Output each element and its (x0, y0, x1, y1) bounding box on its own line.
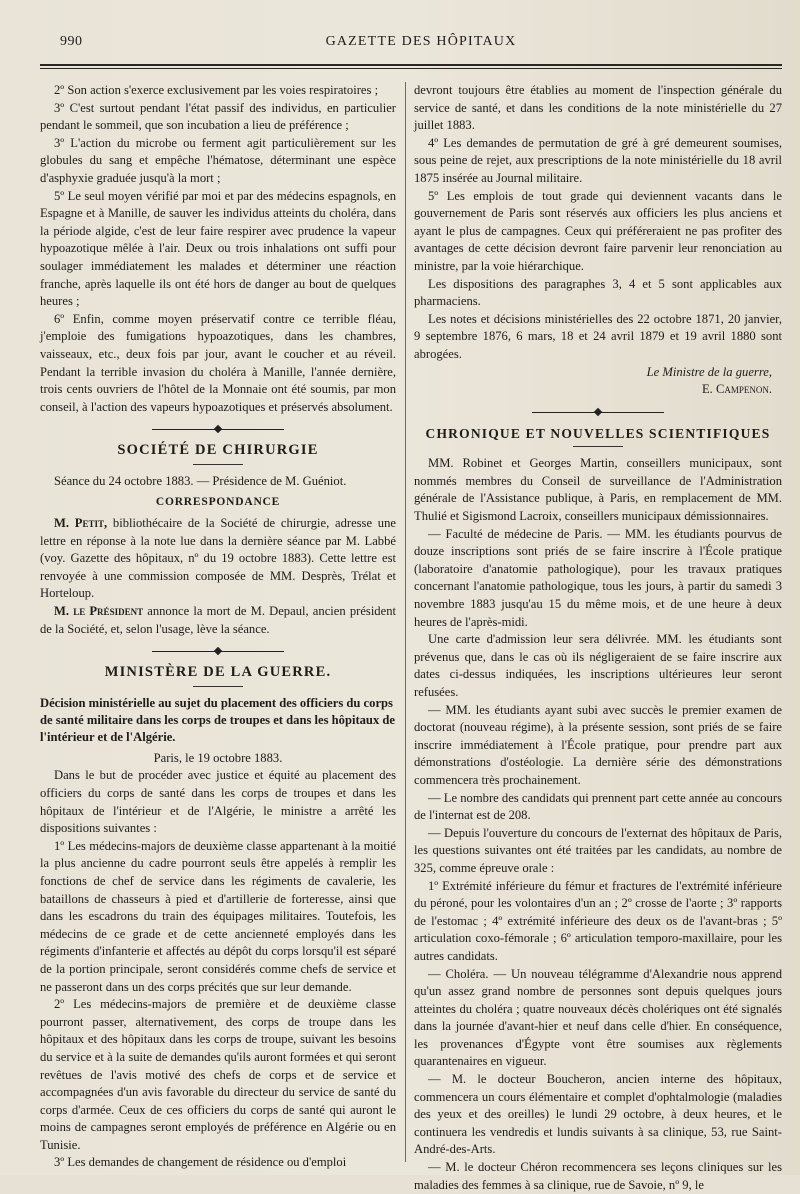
paragraph-disposition-1: 1º Les médecins-majors de deuxième classe appartenant à la moitié la plus ancienne du cadre pourront seuls être appelés à remplir les fonctions de chef de service dans les régiments de cavalerie, les bataillons de chasseurs à pied et d'artillerie de forteresse, ainsi que dans les escadrons du train des équipages militaires. Toutefois, les médecins de ce grade et de cette ancienneté employés dans les régiments d'infanterie et affectés au dépôt du corps lorsqu'il est séparé de la portion principale, seront considérés comme chefs de service et ne passeront dans un des corps précités que sur leur demande. (40, 838, 396, 994)
heading-underline (193, 686, 243, 687)
column-divider (405, 82, 406, 1162)
seance-line: Séance du 24 octobre 1883. — Présidence de M. Guéniot. (54, 473, 347, 488)
speaker-name: M. le Président (54, 604, 144, 619)
paragraph-carte-admission: Une carte d'admission leur sera délivrée. MM. les étudiants sont prévenus que, dans le cas où ils négligeraient de se faire inscrire aux dates ci-dessus indiquées, les inscriptions ultérieures leur seront refusées. (414, 632, 782, 699)
paragraph-point-5: 5º Le seul moyen vérifié par moi et par des médecins espagnols, en Espagne et à Manille, de sauver les individus atteints du choléra, dans la période algide, c'est de leur faire respirer avec prudence la vapeur hypoazotique mêlée à l'air. Deux ou trois inhalations ont suffi pour soulager immédiatement les malades et déterminer une réaction franche, après laquelle ils ont été hors de danger au bout de quelques heures ; (40, 188, 396, 309)
subheading-correspondance: CORRESPONDANCE (155, 496, 281, 509)
decision-title: Décision ministérielle au sujet du placement des officiers du corps de santé militaire dans les corps de troupes et dans les hôpitaux de l'intérieur et de l'Algérie. (40, 695, 395, 744)
paragraph-cheron: — M. le docteur Chéron recommencera ses leçons cliniques sur les maladies des femmes à sa clinique, rue de Savoie, nº 9, le (414, 1160, 782, 1192)
paragraph-disposition-5: 5º Les emplois de tout grade qui deviennent vacants dans le gouvernement de Paris sont réservés aux officiers les plus anciens et ayant le plus de campagnes. Ceux qui préféreraient ne pas profiter des avantages de cette décision devront faire parvenir leur renonciation au ministre, par la voie hiérarchique. (414, 188, 782, 273)
speaker-name: M. Petit, (54, 516, 108, 531)
paragraph-point-3a: 3º C'est surtout pendant l'état passif des individus, en particulier pendant le sommeil, que son incubation a lieu de préférence ; (40, 100, 396, 133)
paragraph-point-6: 6º Enfin, comme moyen préservatif contre ce terrible fléau, j'emploie des fumigations hypoazotiques, dans les chambres, vaisseaux, etc., deux fois par jour, avant le coucher et au réveil. Pendant la terrible invasion du choléra à Manille, l'année dernière, trois cents ouvriers de l'hôtel de la Monnaie ont été soumis, par mon conseil, à l'action des vapeurs hypoazotiques et préservés absolument. (40, 311, 396, 414)
signature-name: E. Campenon. (701, 382, 772, 397)
paragraph-petit (40, 515, 396, 603)
running-title: GAZETTE DES HÔPITAUX (325, 34, 517, 49)
heading-underline (193, 464, 243, 465)
paragraph-continued: devront toujours être établies au moment de l'inspection générale du service de santé, et dans les conditions de la note ministérielle du 27 juillet 1883. (414, 83, 782, 133)
dateline: Paris, le 19 octobre 1883. (153, 750, 283, 765)
left-column (40, 82, 396, 1170)
section-ornament-rule (40, 646, 396, 658)
paragraph-abrogation: Les notes et décisions ministérielles des 22 octobre 1871, 20 janvier, 9 septembre 1876, 6 mars, 18 et 24 avril 1879 et 19 avril 1880 sont abrogées. (414, 311, 782, 361)
header-rule-thick (40, 64, 782, 66)
paragraph-boucheron: — M. le docteur Boucheron, ancien interne des hôpitaux, commencera un cours élémentaire et complet d'ophtalmologie (maladies des yeux et des oreilles) le lundi 29 octobre, à deux heures, et le continuera les vendredis et lundis suivants à sa clinique, 53, rue Saint-André-des-Arts. (414, 1072, 782, 1157)
paragraph-text: bibliothécaire de la Société de chirurgie, adresse une lettre en réponse à la note lue dans la dernière séance par M. Labbé (voy. Gazette des hôpitaux, nº du 19 octobre 1883). Cette lettre est renvoyée à une commission composée de MM. Desprès, Trélat et Horteloup. (40, 516, 396, 601)
paragraph-questions: 1º Extrémité inférieure du fémur et fractures de l'extrémité inférieure du péroné, pour les volontaires d'un an ; 2º crosse de l'aorte ; 3º rapports de l'estomac ; 4º extrémité inférieure des deux os de l'avant-bras ; 5º articulation coxo-fémorale ; 6º articulation temporo-maxillaire, pour les autres candidats. (414, 878, 782, 963)
paragraph-disposition-3: 3º Les demandes de changement de résidence ou d'emploi (54, 1155, 347, 1170)
paragraph-etudiants: — MM. les étudiants ayant subi avec succès le premier examen de doctorat (nouveau régime), à la présente session, sont priés de se faire inscrire immédiatement à l'École pratique, pour prendre part aux démonstrations d'ostéologie. La dernière série des démonstrations commencera très prochainement. (414, 702, 782, 787)
ornament-diamond (214, 647, 222, 655)
heading-underline (573, 446, 623, 447)
paragraph-disposition-4: 4º Les demandes de permutation de gré à gré demeurent soumises, sous peine de rejet, aux prescriptions de la note ministérielle du 18 avril 1875 insérée au Journal militaire. (414, 135, 782, 185)
paragraph-dispositions-pharmaciens: Les dispositions des paragraphes 3, 4 et 5 sont applicables aux pharmaciens. (414, 276, 782, 309)
paragraph-president (40, 603, 396, 638)
page-header (60, 34, 782, 54)
paragraph-point-3b: 3º L'action du microbe ou ferment agit particulièrement sur les globules du sang et empêche l'hématose, déterminant une espèce d'asphyxie graduée jusqu'à la mort ; (40, 135, 396, 185)
paragraph-cholera: — Choléra. — Un nouveau télégramme d'Alexandrie nous apprend qu'un assez grand nombre de personnes sont depuis quelques jours atteintes du choléra ; quatre nouveaux décès cholériques ont été signalés dans la journée d'avant-hier et neuf dans celle d'hier. En conséquence, les provenances d'Égypte vont être soumises aux règlements quarantenaires en vigueur. (414, 966, 782, 1069)
paragraph-externat: — Depuis l'ouverture du concours de l'externat des hôpitaux de Paris, les questions suivantes ont été traitées par les candidats, au nombre de 325, comme épreuve orale : (414, 825, 782, 875)
header-rule-thin (40, 68, 782, 69)
signature-title: Le Ministre de la guerre, (646, 364, 772, 379)
page-number: 990 (60, 34, 83, 49)
paragraph-intro: Dans le but de procéder avec justice et équité au placement des officiers du corps de santé dans les corps de troupes et dans les hôpitaux de l'intérieur et de l'Algérie, le ministre a arrêté les dispositions suivantes : (40, 768, 396, 836)
section-heading-ministere-guerre: MINISTÈRE DE LA GUERRE. (104, 664, 332, 681)
section-heading-societe-chirurgie: SOCIÉTÉ DE CHIRURGIE (117, 442, 319, 459)
paragraph-robinet: MM. Robinet et Georges Martin, conseillers municipaux, sont nommés membres du Conseil de surveillance de l'Administration générale de l'Assistance publique, à Paris, en remplacement de MM. Thulié et Sigismond Lacroix, conseillers municipaux démissionnaires. (414, 456, 782, 524)
section-ornament-rule (40, 424, 396, 436)
ornament-diamond (594, 407, 602, 415)
ornament-diamond (214, 425, 222, 433)
paragraph-disposition-2: 2º Les médecins-majors de première et de deuxième classe pourront passer, alternativement, des corps de troupe dans les hôpitaux et des hôpitaux dans les corps de troupe, suivant les besoins du service et à la suite de demandes qu'ils auront formées et qui seront revêtues de l'avis motivé des chefs de corps et de service et accompagnées d'un avis favorable du directeur du service de santé du corps d'armée. Ceux de ces officiers du corps de santé qui auront le moins de campagnes seront employés de préférence en Algérie ou en Tunisie. (40, 997, 396, 1152)
section-heading-chronique: CHRONIQUE ET NOUVELLES SCIENTIFIQUES (425, 425, 771, 441)
section-ornament-rule (414, 407, 782, 419)
paragraph-faculte: — Faculté de médecine de Paris. — MM. les étudiants pourvus de douze inscriptions sont priés de se faire inscrire à l'École pratique (laboratoire d'anatomie pathologique), pour les travaux pratiques concernant l'anatomie pathologique, tous les jours, à partir du samedi 3 novembre 1883 jusqu'au 15 du même mois, et de une heure à deux heures de l'après-midi. (414, 526, 782, 629)
paragraph-text: annonce la mort de M. Depaul, ancien président de la Société, et, selon l'usage, lève la séance. (40, 604, 396, 636)
paragraph-point-2: 2º Son action s'exerce exclusivement par les voies respiratoires ; (54, 83, 379, 97)
right-column (414, 82, 782, 1192)
paragraph-nombre-candidats: — Le nombre des candidats qui prennent part cette année au concours de l'internat est de 208. (414, 790, 782, 823)
